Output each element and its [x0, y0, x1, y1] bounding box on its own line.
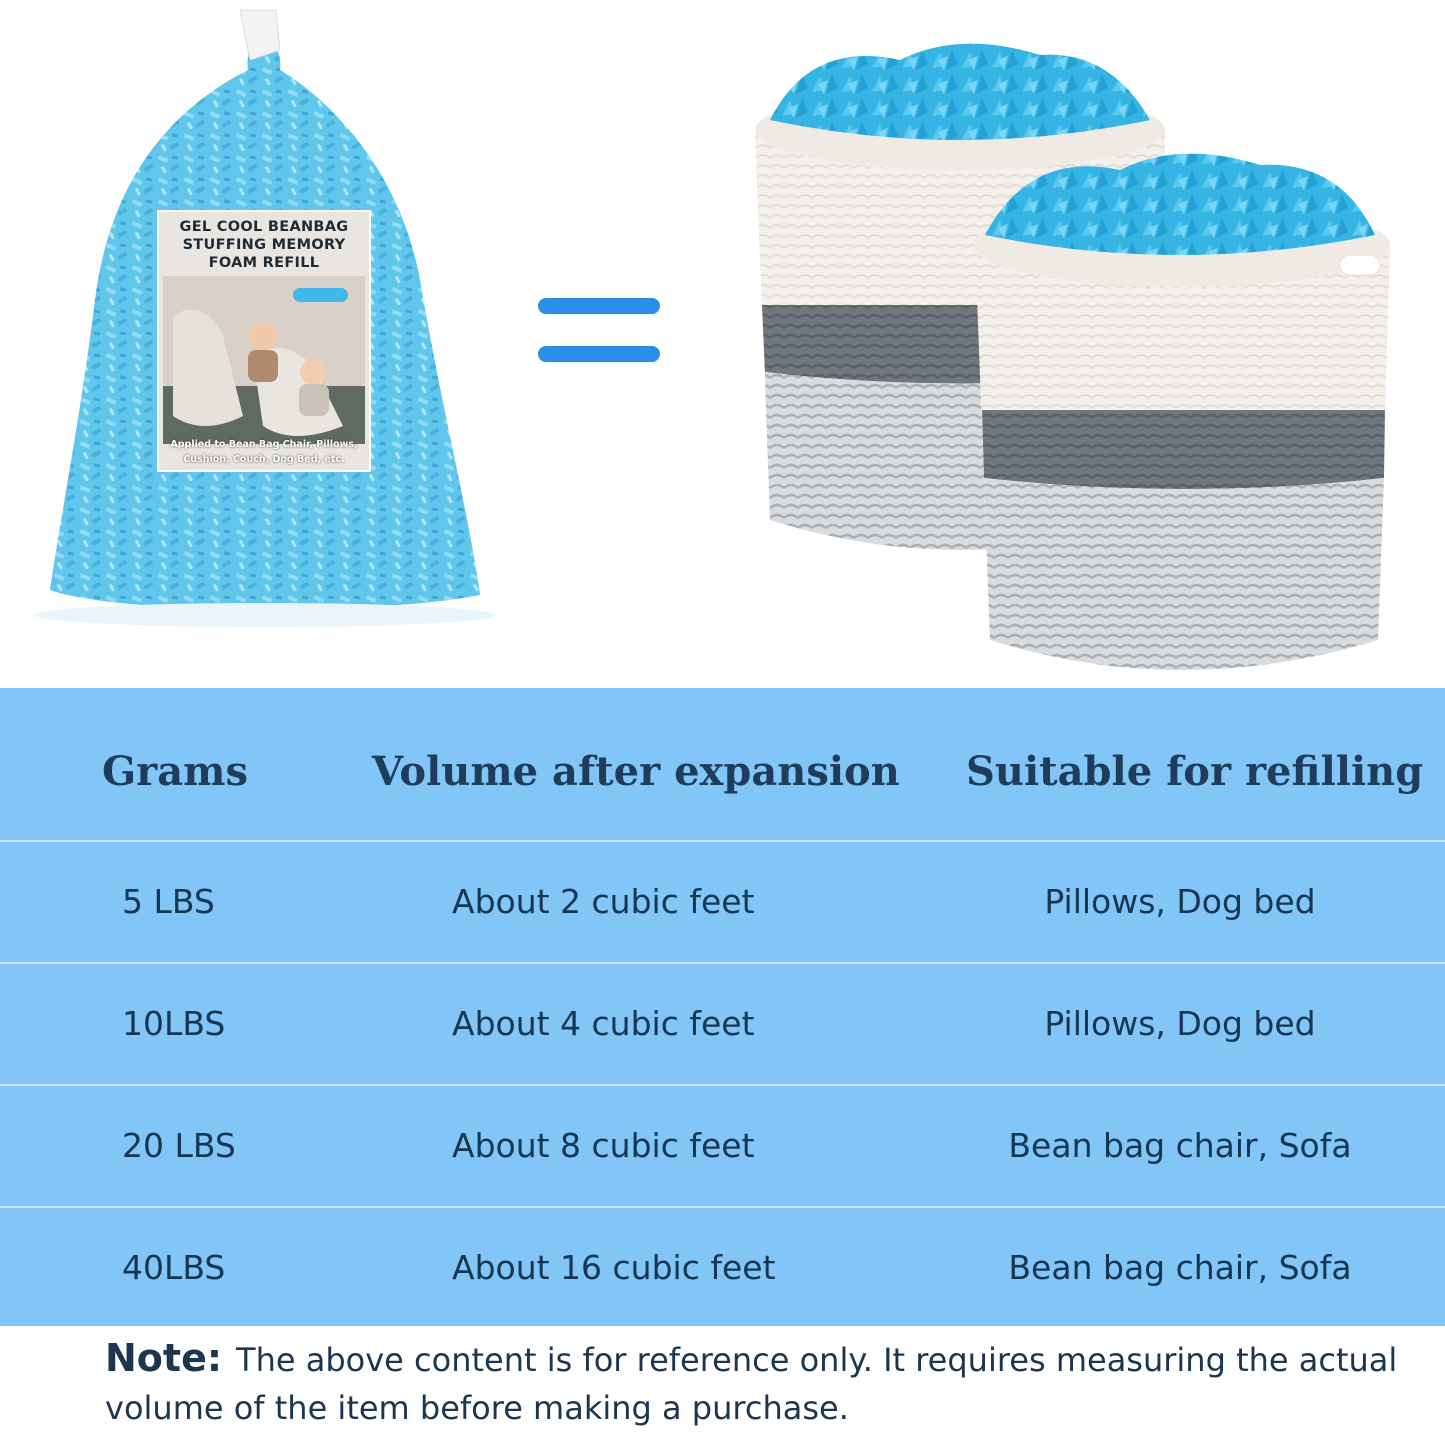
equals-sign-icon: [538, 298, 660, 362]
label-caption-line-1: Applied to Bean Bag Chair, Pillows,: [170, 439, 358, 450]
cell-volume: About 8 cubic feet: [452, 1126, 755, 1165]
table-row: [0, 1206, 1445, 1326]
note-text: The above content is for reference only. It requires measuring the actual volume of the item before making a purchase.: [105, 1341, 1398, 1427]
cell-grams: 40LBS: [122, 1248, 226, 1287]
disclaimer-note: [105, 1334, 1405, 1432]
product-label: [157, 210, 371, 472]
product-label-caption: [159, 437, 369, 467]
cell-suitable: Pillows, Dog bed: [1044, 882, 1316, 921]
cell-suitable: Bean bag chair, Sofa: [1008, 1248, 1352, 1287]
header-volume: Volume after expansion: [372, 748, 900, 795]
product-label-title: [159, 218, 369, 272]
cell-grams: 10LBS: [122, 1004, 226, 1043]
table-row: [0, 962, 1445, 1084]
cell-suitable: Pillows, Dog bed: [1044, 1004, 1316, 1043]
label-photo-kids-beanbag: [163, 276, 365, 444]
label-caption-line-2: Cushion, Couch, Dog Bed, etc.: [183, 454, 345, 465]
label-title-line-2: STUFFING MEMORY: [182, 237, 346, 253]
table-row: [0, 1084, 1445, 1206]
label-title-line-1: GEL COOL BEANBAG: [179, 219, 349, 235]
cell-volume: About 4 cubic feet: [452, 1004, 755, 1043]
cell-suitable: Bean bag chair, Sofa: [1008, 1126, 1352, 1165]
label-title-line-3: FOAM REFILL: [208, 255, 320, 271]
table-row: [0, 840, 1445, 962]
cell-grams: 5 LBS: [122, 882, 215, 921]
header-grams: Grams: [102, 748, 248, 795]
note-label: Note:: [105, 1336, 223, 1380]
rope-basket-front-image: [974, 154, 1390, 670]
volume-comparison-table: [0, 688, 1445, 1326]
cell-volume: About 2 cubic feet: [452, 882, 755, 921]
product-hero: [0, 0, 1445, 688]
header-suitable: Suitable for refilling: [966, 748, 1424, 795]
cell-grams: 20 LBS: [122, 1126, 236, 1165]
cell-volume: About 16 cubic feet: [452, 1248, 776, 1287]
table-header-row: [0, 688, 1445, 840]
